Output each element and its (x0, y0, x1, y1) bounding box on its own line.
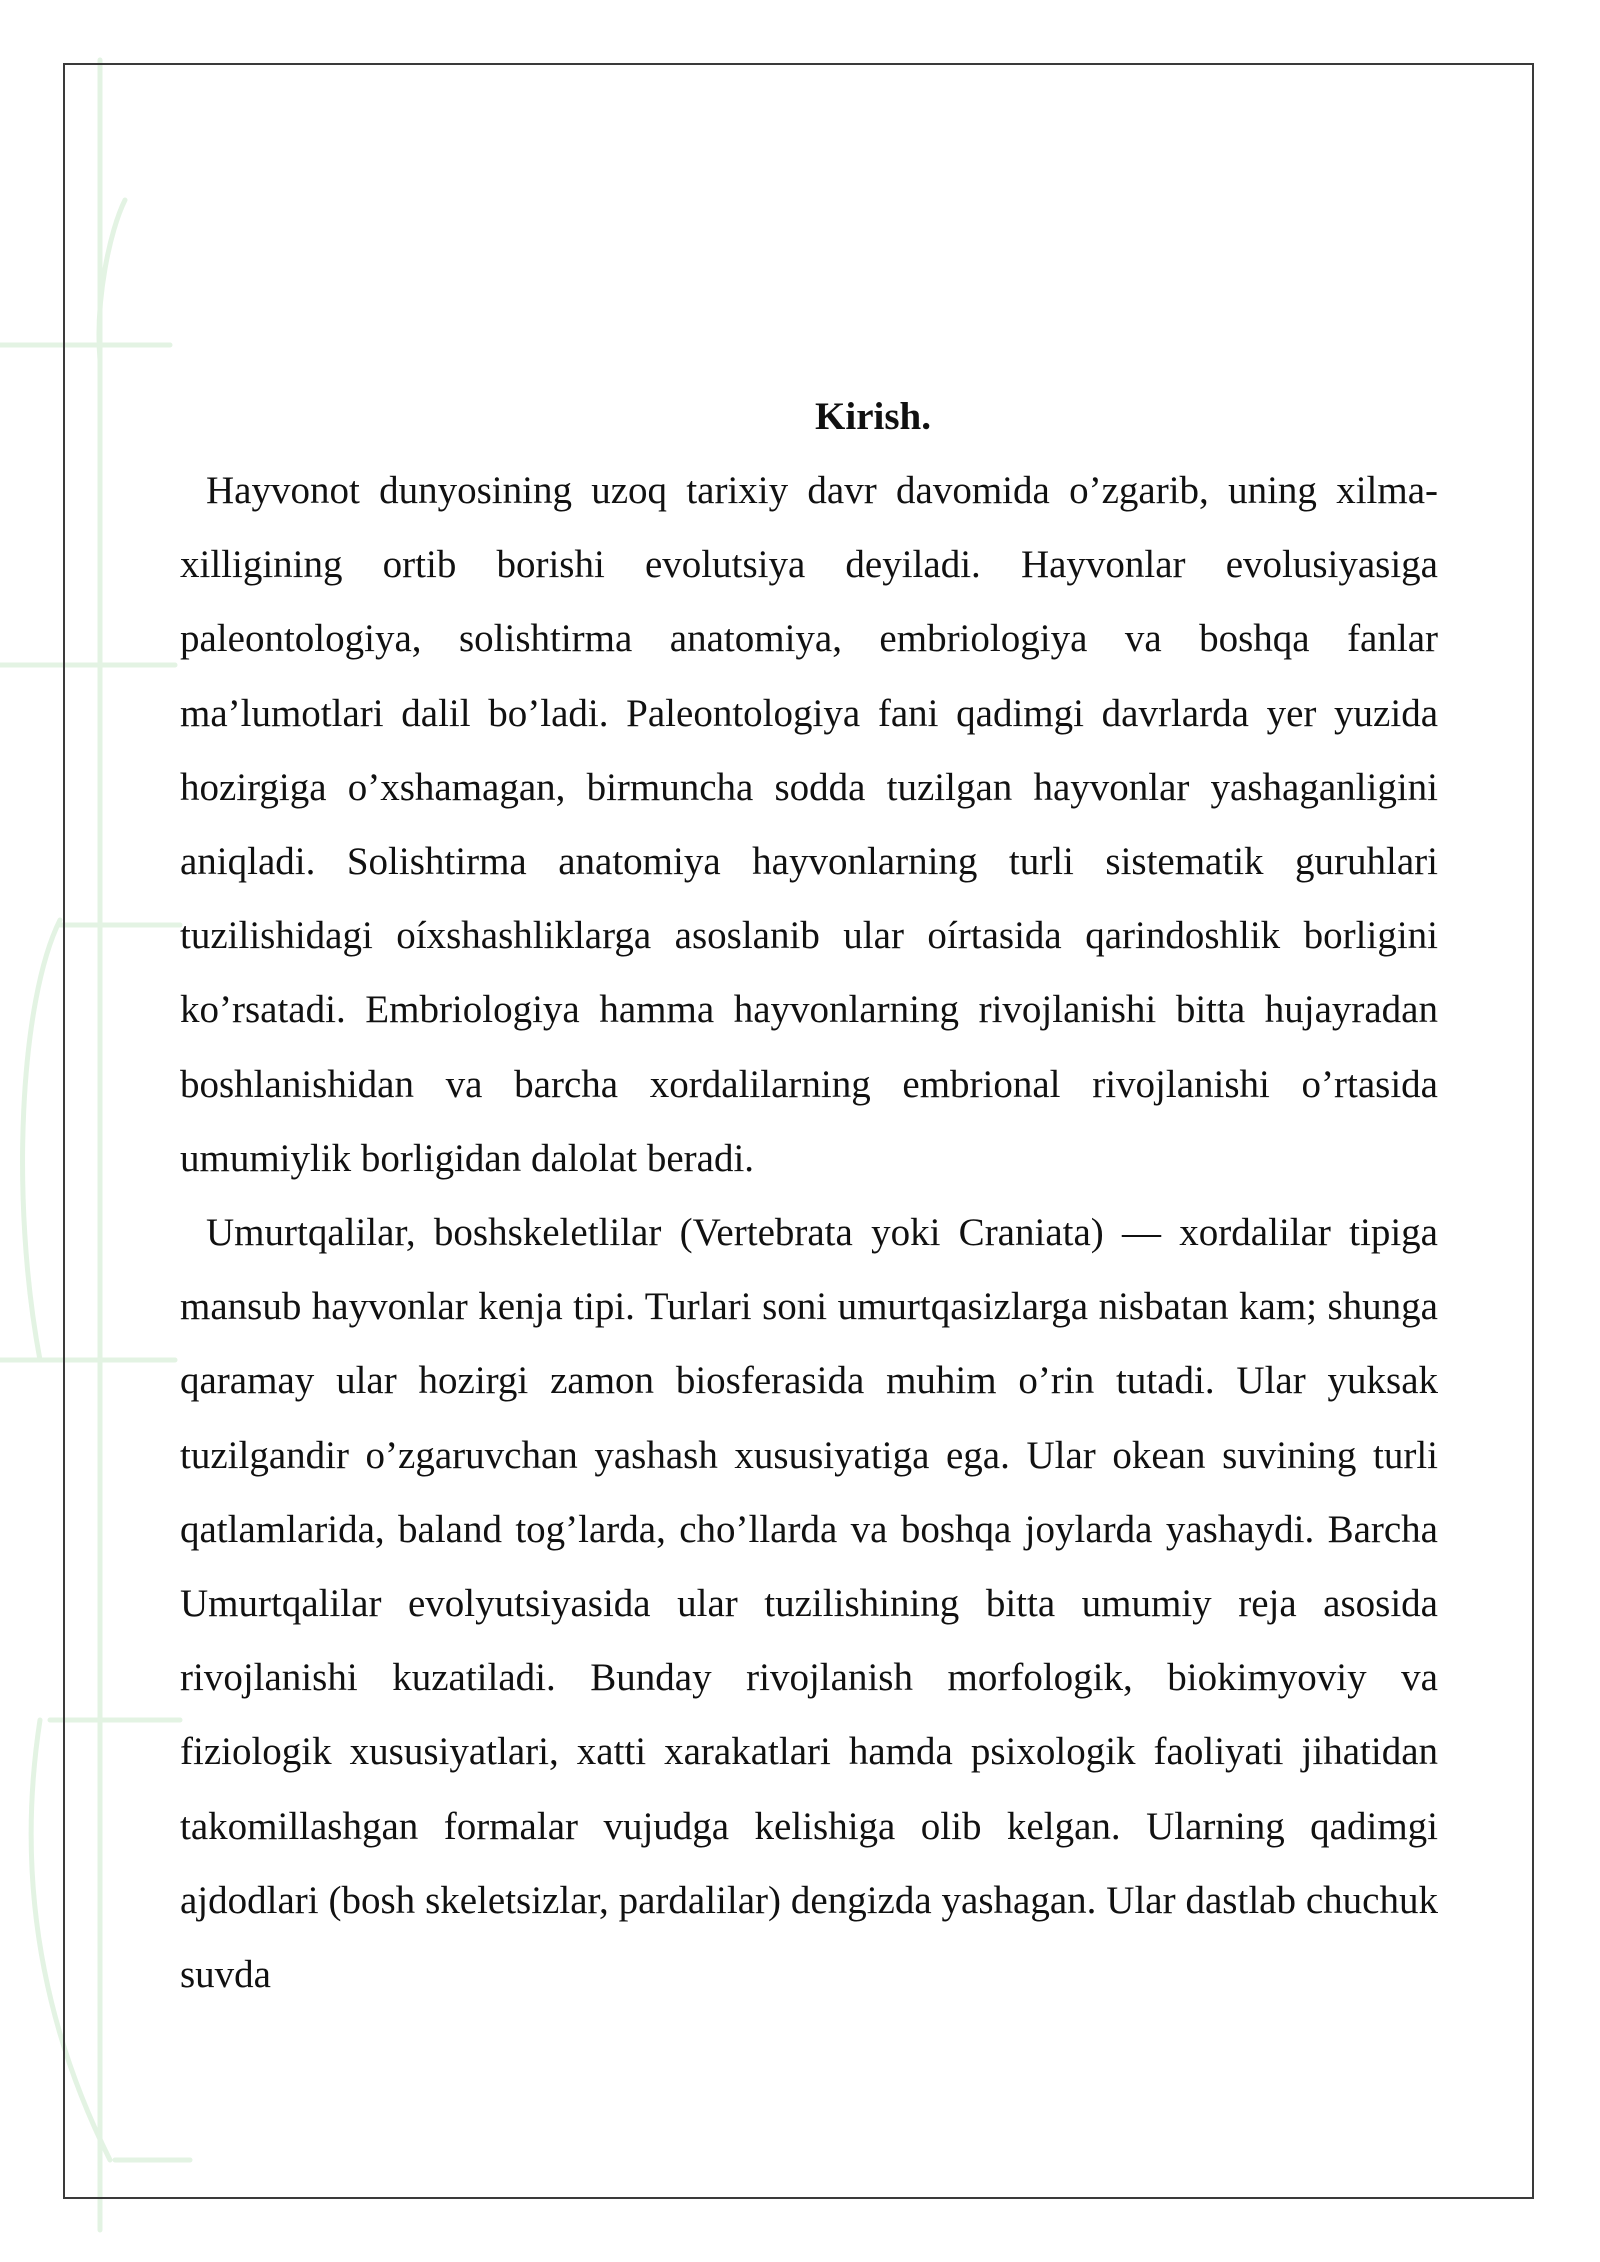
paragraph-vertebrates: Umurtqalilar, boshskeletlilar (Vertebrata yoki Craniata) — xordalilar tipiga mansub hayvonlar kenja tipi. Turlari soni umurtqasizlarga nisbatan kam; shunga qaramay ular hozirgi zamon biosferasida muhim o’rin tutadi. Ular yuksak tuzilgandir o’zgaruvchan yashash xususiyatiga ega. Ular okean suvining turli qatlamlarida, baland tog’larda, cho’llarda va boshqa joylarda yashaydi. Barcha Umurtqalilar evolyutsiyasida ular tuzilishining bitta umumiy reja asosida rivojlanishi kuzatiladi. Bunday rivojlanish morfologik, biokimyoviy va fiziologik xususiyatlari, xatti xarakatlari hamda psixologik faoliyati jihatidan takomillashgan formalar vujudga kelishiga olib kelgan. Ularning qadimgi ajdodlari (bosh skeletsizlar, pardalilar) dengizda yashagan. Ular dastlab chuchuk suvda (180, 1211, 1438, 1997)
document-body (180, 380, 1438, 2012)
document-title: Kirish. (815, 395, 931, 438)
paragraph-evolution: Hayvonot dunyosining uzoq tarixiy davr davomida o’zgarib, uning xilma-xilligining ortib borishi evolutsiya deyiladi. Hayvonlar evolusiyasiga paleontologiya, solishtirma anatomiya, embriologiya va boshqa fanlar ma’lumotlari dalil bo’ladi. Paleontologiya fani qadimgi davrlarda yer yuzida hozirgiga o’xshamagan, birmuncha sodda tuzilgan hayvonlar yashaganligini aniqladi. Solishtirma anatomiya hayvonlarning turli sistematik guruhlari tuzilishidagi oíxshashliklarga asoslanib ular oírtasida qarindoshlik borligini ko’rsatadi. Embriologiya hamma hayvonlarning rivojlanishi bitta hujayradan boshlanishidan va barcha xordalilarning embrional rivojlanishi o’rtasida umumiylik borligidan dalolat beradi. (180, 469, 1438, 1180)
